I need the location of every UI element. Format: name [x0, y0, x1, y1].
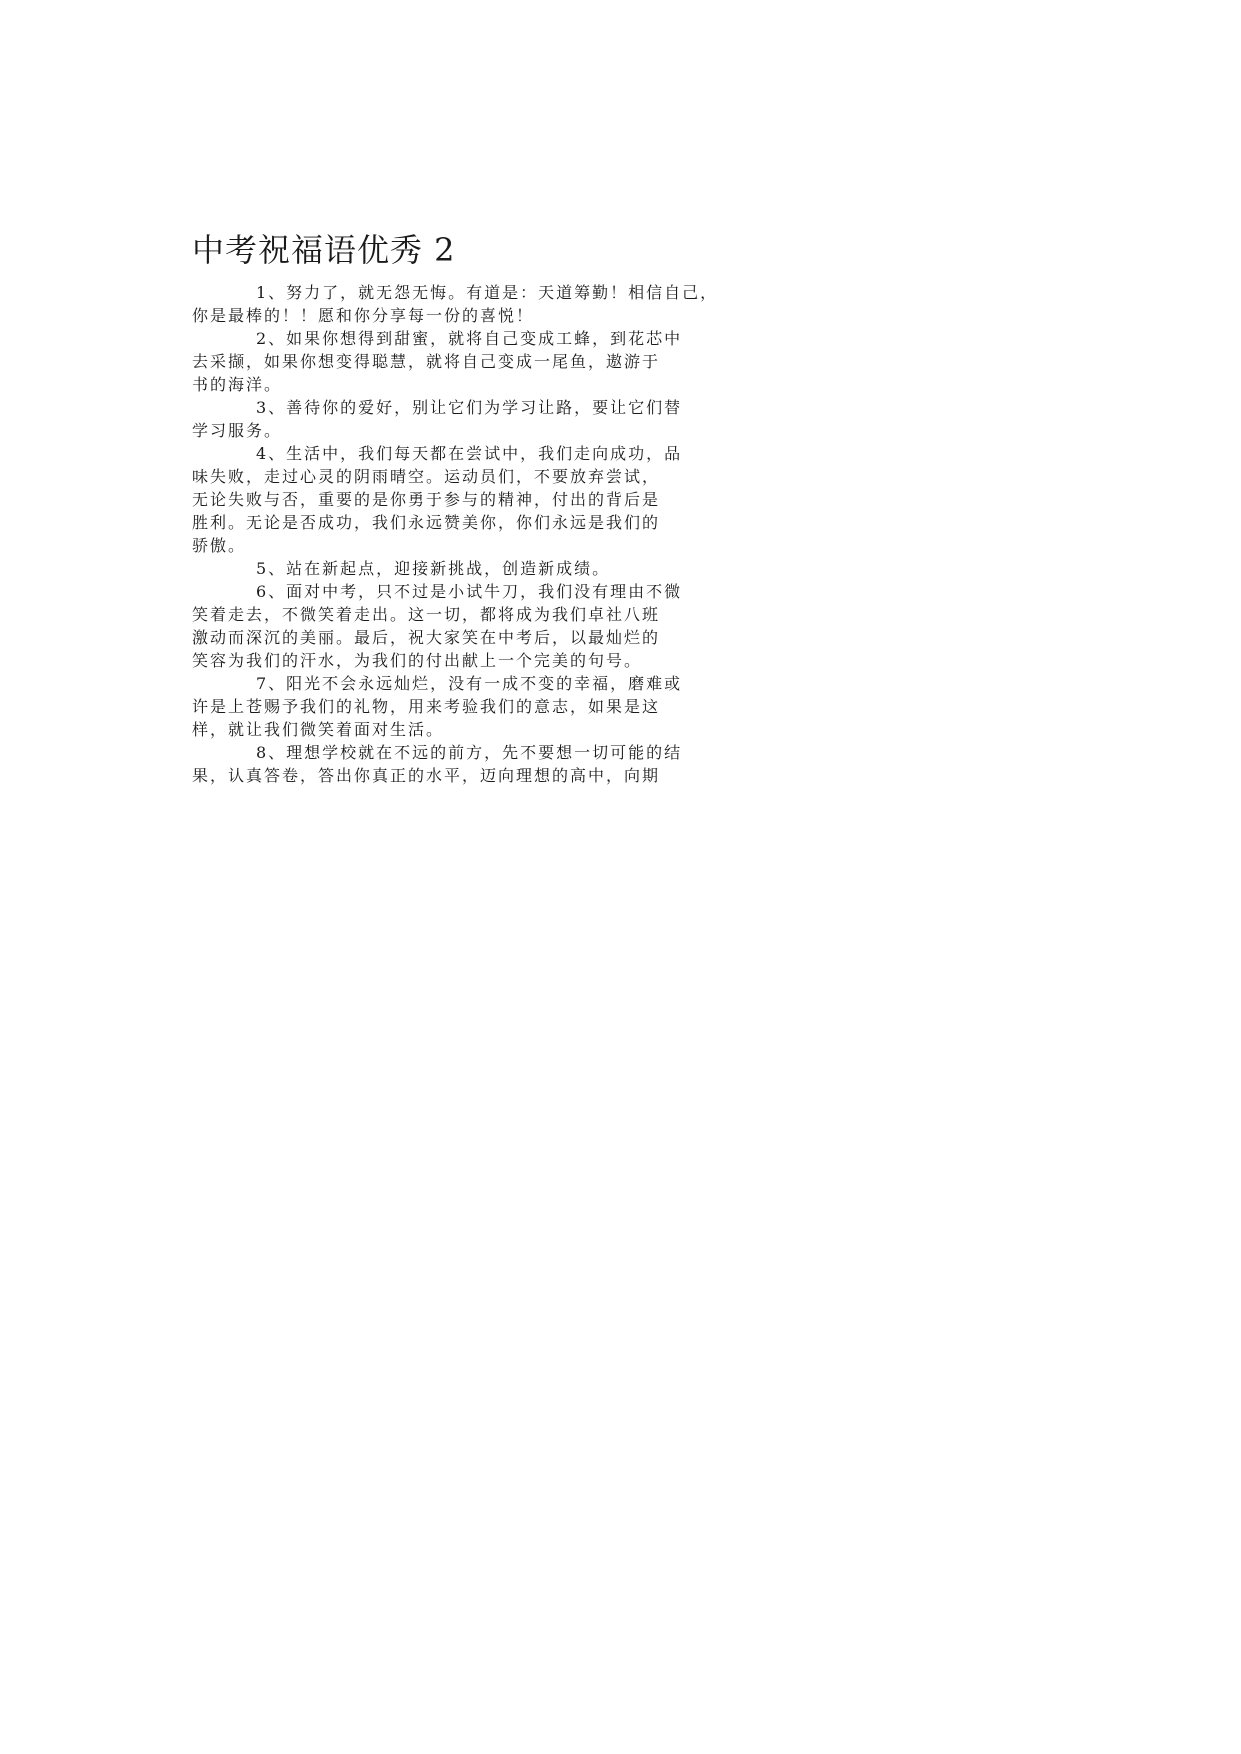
paragraph-line: 果，认真答卷，答出你真正的水平，迈向理想的高中，向期 [192, 766, 661, 785]
paragraph-6 [192, 579, 1097, 671]
paragraph-line: 1、努力了，就无怨无悔。有道是：天道筹勤！相信自己， [256, 283, 719, 302]
document-title: 中考祝福语优秀 2 [192, 231, 456, 269]
paragraph-line: 6、面对中考，只不过是小试牛刀，我们没有理由不微 [256, 582, 683, 601]
paragraph-line: 去采撷，如果你想变得聪慧，就将自己变成一尾鱼，遨游于 [192, 352, 661, 371]
paragraph-line: 书的海洋。 [192, 375, 283, 394]
paragraph-line: 学习服务。 [192, 421, 283, 440]
paragraph-line: 笑容为我们的汗水，为我们的付出献上一个完美的句号。 [192, 651, 643, 670]
paragraph-1 [192, 280, 1097, 326]
paragraph-3 [192, 395, 1097, 441]
paragraph-8 [192, 740, 1097, 786]
paragraph-line: 骄傲。 [192, 536, 247, 555]
paragraph-line: 激动而深沉的美丽。最后，祝大家笑在中考后，以最灿烂的 [192, 628, 661, 647]
document-page [192, 220, 1097, 786]
paragraph-line: 2、如果你想得到甜蜜，就将自己变成工蜂，到花芯中 [256, 329, 683, 348]
paragraph-line: 许是上苍赐予我们的礼物，用来考验我们的意志，如果是这 [192, 697, 661, 716]
paragraph-line: 3、善待你的爱好，别让它们为学习让路，要让它们替 [256, 398, 683, 417]
paragraph-line: 8、理想学校就在不远的前方，先不要想一切可能的结 [256, 743, 683, 762]
paragraph-7 [192, 671, 1097, 740]
paragraph-line: 4、生活中，我们每天都在尝试中，我们走向成功，品 [256, 444, 683, 463]
paragraph-line: 味失败，走过心灵的阴雨晴空。运动员们，不要放弃尝试， [192, 467, 661, 486]
paragraph-line: 无论失败与否，重要的是你勇于参与的精神，付出的背后是 [192, 490, 661, 509]
paragraph-line: 笑着走去，不微笑着走出。这一切，都将成为我们卓社八班 [192, 605, 661, 624]
paragraph-line: 你是最棒的！！愿和你分享每一份的喜悦！ [192, 306, 535, 325]
paragraph-line: 5、站在新起点，迎接新挑战，创造新成绩。 [256, 559, 611, 578]
paragraph-line: 胜利。无论是否成功，我们永远赞美你，你们永远是我们的 [192, 513, 661, 532]
paragraph-line: 样，就让我们微笑着面对生活。 [192, 720, 445, 739]
paragraph-line: 7、阳光不会永远灿烂，没有一成不变的幸福，磨难或 [256, 674, 683, 693]
paragraph-5 [192, 556, 1097, 579]
paragraph-4 [192, 441, 1097, 556]
paragraph-2 [192, 326, 1097, 395]
